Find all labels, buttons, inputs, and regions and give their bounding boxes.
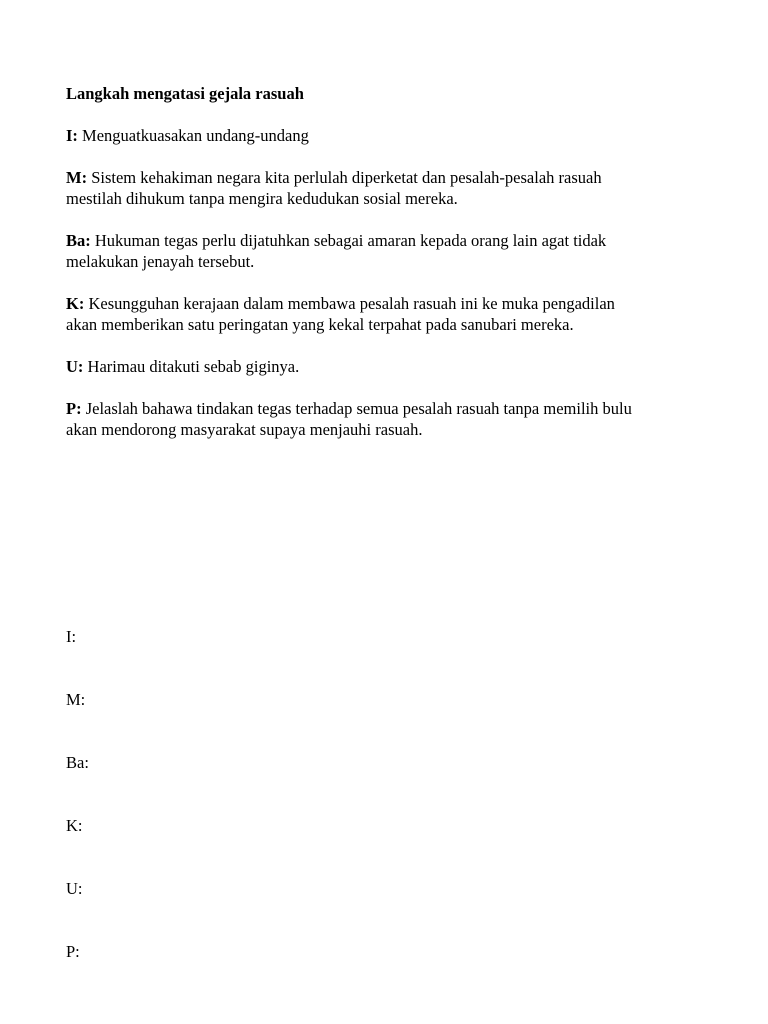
item-line — [66, 125, 716, 146]
item-m — [66, 167, 716, 209]
item-line — [66, 356, 716, 377]
item-line: melakukan jenayah tersebut. — [66, 252, 255, 271]
item-line: akan memberikan satu peringatan yang kekal terpahat pada sanubari mereka. — [66, 315, 574, 334]
item-line — [66, 398, 716, 419]
item-line — [66, 230, 716, 251]
item-text: Kesungguhan kerajaan dalam membawa pesalah rasuah ini ke muka pengadilan — [88, 294, 615, 313]
item-i — [66, 125, 716, 146]
document-title: Langkah mengatasi gejala rasuah — [66, 84, 304, 103]
item-text: Menguatkuasakan undang-undang — [82, 126, 309, 145]
item-text: Harimau ditakuti sebab giginya. — [87, 357, 300, 376]
blank-label-m: M: — [66, 690, 86, 709]
item-key: Ba: — [66, 231, 91, 250]
blank-label-u: U: — [66, 879, 83, 898]
item-u — [66, 356, 716, 377]
item-line — [66, 167, 716, 188]
item-key: K: — [66, 294, 85, 313]
item-text: Hukuman tegas perlu dijatuhkan sebagai amaran kepada orang lain agat tidak — [94, 231, 607, 250]
item-key: U: — [66, 357, 84, 376]
item-key: I: — [66, 126, 78, 145]
item-k — [66, 293, 716, 335]
item-key: P: — [66, 399, 82, 418]
blank-label-k: K: — [66, 816, 83, 835]
item-line: mestilah dihukum tanpa mengira kedudukan sosial mereka. — [66, 189, 458, 208]
item-line — [66, 293, 716, 314]
item-text: Sistem kehakiman negara kita perlulah diperketat dan pesalah-pesalah rasuah — [91, 168, 602, 187]
item-ba — [66, 230, 716, 272]
blank-label-i: I: — [66, 627, 77, 646]
item-text: Jelaslah bahawa tindakan tegas terhadap semua pesalah rasuah tanpa memilih bulu — [85, 399, 632, 418]
blank-label-p: P: — [66, 942, 80, 961]
item-line: akan mendorong masyarakat supaya menjauhi rasuah. — [66, 420, 423, 439]
blank-label-ba: Ba: — [66, 753, 89, 772]
item-key: M: — [66, 168, 88, 187]
item-p — [66, 398, 716, 440]
